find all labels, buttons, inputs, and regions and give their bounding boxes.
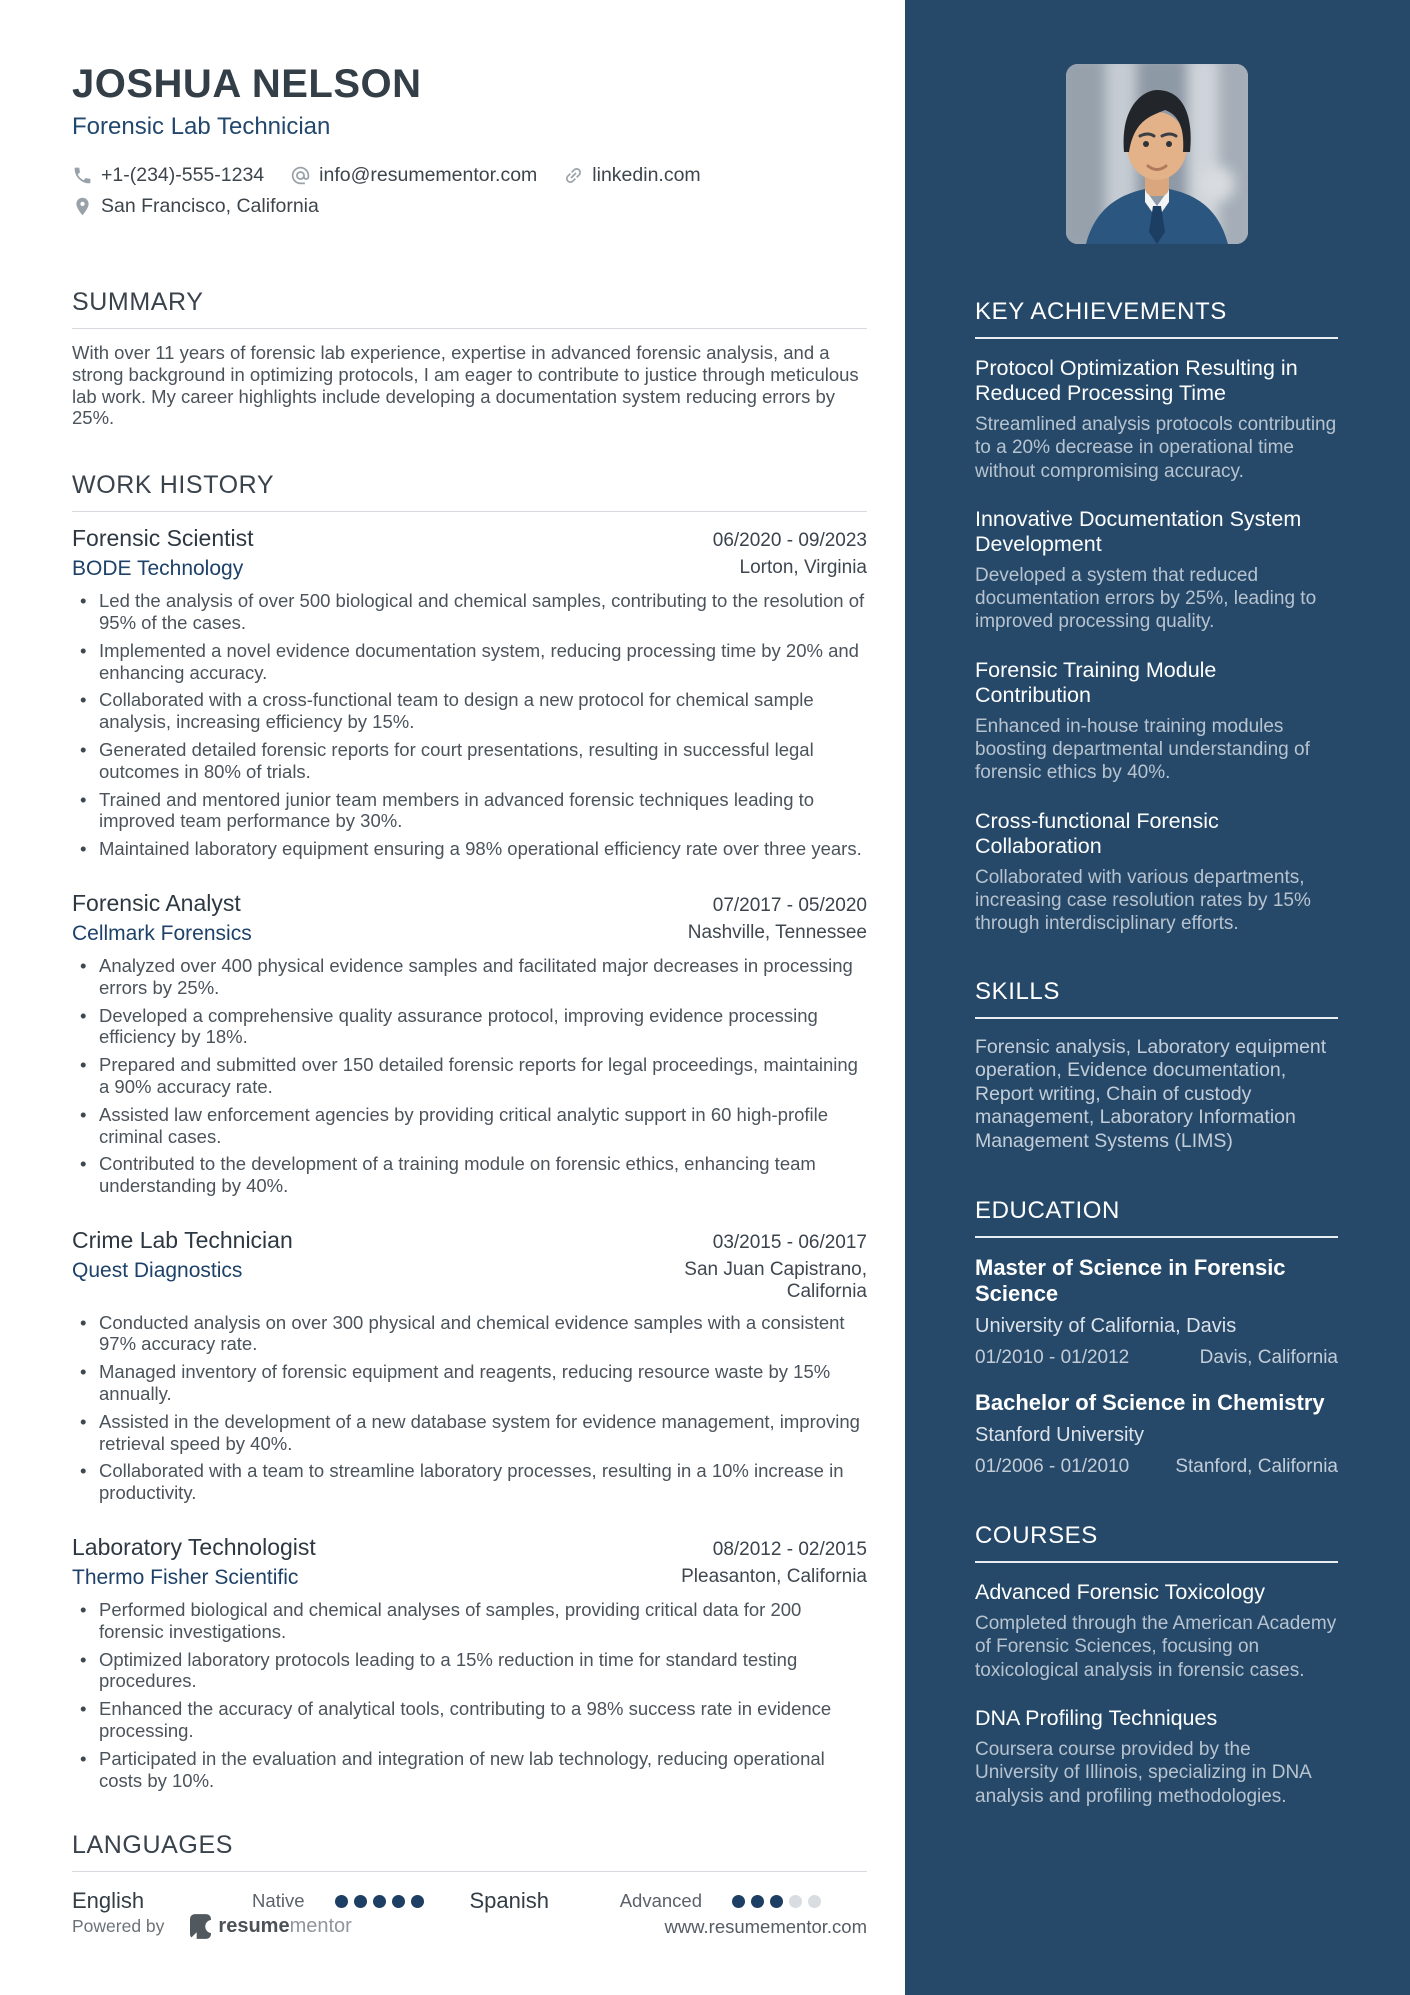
footer-website[interactable]: www.resumementor.com (664, 1915, 867, 1937)
achievement-item (975, 507, 1338, 634)
job-bullet-list (72, 955, 867, 1197)
powered-by-label: Powered by (72, 1916, 165, 1937)
achievement-title: Cross-functional Forensic Collaboration (975, 808, 1219, 858)
job-bullet: • Prepared and submitted over 150 detailed forensic reports for legal proceedings, maintaining a 90% accuracy rate. (72, 1054, 867, 1098)
job-bullet: • Performed biological and chemical analyses of samples, providing critical data for 200 forensic investigations. (72, 1599, 867, 1643)
location-pin-icon (72, 196, 93, 217)
logo-text-mentor: mentor (289, 1915, 352, 1938)
job-dates: 06/2020 - 09/2023 (712, 530, 867, 552)
education-meta-row (975, 1456, 1338, 1478)
phone-contact (72, 164, 264, 187)
job-location: Nashville, Tennessee (687, 921, 867, 943)
contact-row-2 (72, 195, 867, 218)
courses-heading: COURSES (975, 1522, 1338, 1563)
skills-section (975, 978, 1338, 1154)
achievement-text: Developed a system that reduced documentation errors by 25%, leading to improved processing quality. (975, 564, 1317, 633)
job-dates: 08/2012 - 02/2015 (712, 1538, 867, 1560)
achievement-title: Forensic Training Module Contribution (975, 657, 1217, 707)
candidate-name: JOSHUA NELSON (72, 62, 422, 106)
achievement-title: Innovative Documentation System Development (975, 506, 1302, 556)
job-bullet: • Analyzed over 400 physical evidence samples and facilitated major decreases in processing errors by 25%. (72, 955, 867, 999)
key-achievements-section (975, 298, 1338, 936)
achievement-item (975, 809, 1338, 936)
proficiency-dot (808, 1895, 821, 1908)
language-proficiency-dots (335, 1895, 424, 1908)
linkedin-value[interactable]: linkedin.com (592, 164, 701, 186)
education-dates: 01/2006 - 01/2010 (975, 1456, 1130, 1478)
job-company: Thermo Fisher Scientific (72, 1565, 299, 1589)
job-bullet: • Assisted law enforcement agencies by providing critical analytic support in 60 high-profile criminal cases. (72, 1104, 867, 1148)
job-bullet: • Conducted analysis on over 300 physical and chemical evidence samples with a consistent 97% accuracy rate. (72, 1312, 867, 1356)
linkedin-contact (563, 164, 700, 187)
resumementor-logo-text (218, 1915, 351, 1938)
job-bullet: • Maintained laboratory equipment ensuring a 98% operational efficiency rate over three years. (72, 838, 867, 860)
language-proficiency-dots (732, 1895, 821, 1908)
key-achievements-heading: KEY ACHIEVEMENTS (975, 298, 1338, 339)
job-entry (72, 525, 867, 860)
summary-text: With over 11 years of forensic lab experience, expertise in advanced forensic analysis, and a strong background in optimizing protocols, I am eager to contribute to justice through meticulous lab work. My career highlights include developing a documentation system reducing errors by 25%. (72, 342, 859, 429)
resumementor-logo[interactable] (190, 1914, 351, 1939)
resumementor-logo-icon (190, 1914, 211, 1939)
skills-text: Forensic analysis, Laboratory equipment operation, Evidence documentation, Report writing, Chain of custody management, Laboratory Information Management Systems (LIMS) (975, 1035, 1327, 1152)
job-entry (72, 890, 867, 1197)
language-name: English (72, 1888, 145, 1914)
email-value[interactable]: info@resumementor.com (319, 164, 538, 186)
education-meta-row (975, 1347, 1338, 1369)
job-title: Forensic Scientist (72, 525, 254, 552)
job-title-row (72, 890, 867, 917)
job-bullet: • Participated in the evaluation and integration of new lab technology, reducing operational costs by 10%. (72, 1748, 867, 1792)
proficiency-dot (751, 1895, 764, 1908)
achievement-item (975, 658, 1338, 785)
work-history-heading: WORK HISTORY (72, 471, 867, 512)
location-contact (72, 195, 319, 218)
achievement-text: Streamlined analysis protocols contributing to a 20% decrease in operational time without compromising accuracy. (975, 414, 1337, 482)
proficiency-dot (770, 1895, 783, 1908)
job-bullet: • Managed inventory of forensic equipment and reagents, reducing resource waste by 15% annually. (72, 1361, 867, 1405)
footer (72, 1914, 867, 1939)
phone-value[interactable]: +1-(234)-555-1234 (101, 164, 265, 186)
job-title-row (72, 1227, 867, 1254)
job-title: Forensic Analyst (72, 889, 241, 916)
job-bullet: • Contributed to the development of a training module on forensic ethics, enhancing team understanding by 40%. (72, 1153, 867, 1197)
job-company-row (72, 1566, 867, 1590)
proficiency-dot (373, 1895, 386, 1908)
education-section (975, 1197, 1338, 1478)
job-location: Pleasanton, California (681, 1565, 867, 1587)
summary-heading: SUMMARY (72, 288, 867, 329)
proficiency-dot (392, 1895, 405, 1908)
job-title: Laboratory Technologist (72, 1533, 316, 1560)
job-dates: 07/2017 - 05/2020 (712, 894, 867, 916)
proficiency-dot (411, 1895, 424, 1908)
languages-section (72, 1831, 867, 1914)
job-company-row (72, 1259, 867, 1303)
phone-icon (72, 165, 93, 186)
location-value: San Francisco, California (101, 195, 319, 217)
proficiency-dot (335, 1895, 348, 1908)
course-item (975, 1580, 1338, 1682)
job-title: Crime Lab Technician (72, 1226, 293, 1253)
job-company: BODE Technology (72, 557, 244, 581)
job-title-row (72, 525, 867, 552)
course-text: Completed through the American Academy of Forensic Sciences, focusing on toxicological analysis in forensic cases. (975, 1613, 1337, 1681)
languages-row (72, 1888, 867, 1914)
education-degree: Master of Science in Forensic Science (975, 1255, 1286, 1307)
job-bullet-list (72, 1312, 867, 1504)
language-item (72, 1888, 470, 1914)
job-title-row (72, 1534, 867, 1561)
job-bullet: • Led the analysis of over 500 biological and chemical samples, contributing to the resolution of 95% of the cases. (72, 590, 867, 634)
education-location: Davis, California (1199, 1347, 1338, 1369)
job-bullet: • Trained and mentored junior team members in advanced forensic techniques leading to improved team performance by 30%. (72, 789, 867, 833)
work-history-section (72, 471, 867, 1797)
education-school: Stanford University (975, 1424, 1144, 1447)
logo-text-resume: resume (218, 1915, 290, 1938)
course-text: Coursera course provided by the University of Illinois, specializing in DNA analysis and profiling methodologies. (975, 1738, 1311, 1807)
language-level: Native (252, 1890, 305, 1912)
link-icon (563, 165, 584, 186)
education-dates: 01/2010 - 01/2012 (975, 1347, 1130, 1369)
job-bullet: • Implemented a novel evidence documentation system, reducing processing time by 20% and enhancing accuracy. (72, 640, 867, 684)
course-title: DNA Profiling Techniques (975, 1705, 1218, 1730)
job-bullet-list (72, 590, 867, 860)
language-name: Spanish (469, 1888, 550, 1914)
job-bullet: • Assisted in the development of a new database system for evidence management, improving retrieval speed by 40%. (72, 1411, 867, 1455)
achievement-text: Enhanced in-house training modules boosting departmental understanding of forensic ethics by 40%. (975, 715, 1310, 784)
job-company: Cellmark Forensics (72, 921, 252, 945)
job-location: San Juan Capistrano, California (684, 1258, 867, 1302)
proficiency-dot (354, 1895, 367, 1908)
email-icon (290, 165, 311, 186)
achievement-text: Collaborated with various departments, increasing case resolution rates by 15% through interdisciplinary efforts. (975, 866, 1311, 935)
job-location: Lorton, Virginia (739, 557, 867, 579)
job-bullet: • Collaborated with a team to streamline laboratory processes, resulting in a 10% increase in productivity. (72, 1460, 867, 1504)
contact-row-1 (72, 164, 867, 187)
education-degree: Bachelor of Science in Chemistry (975, 1390, 1325, 1416)
proficiency-dot (789, 1895, 802, 1908)
courses-section (975, 1522, 1338, 1808)
education-location: Stanford, California (1175, 1456, 1338, 1478)
contact-block (72, 156, 867, 218)
education-heading: EDUCATION (975, 1197, 1338, 1238)
profile-photo (1066, 64, 1248, 244)
job-bullet-list (72, 1599, 867, 1791)
summary-section (72, 288, 867, 429)
achievement-title: Protocol Optimization Resulting in Reduced Processing Time (975, 356, 1298, 405)
job-bullet: • Collaborated with a cross-functional team to design a new protocol for chemical sample analysis, increasing efficiency by 15%. (72, 689, 867, 733)
proficiency-dot (732, 1895, 745, 1908)
job-entry (72, 1227, 867, 1504)
job-company-row (72, 922, 867, 946)
job-entry (72, 1534, 867, 1791)
course-title: Advanced Forensic Toxicology (975, 1580, 1266, 1605)
skills-heading: SKILLS (975, 978, 1338, 1019)
sidebar (905, 0, 1410, 1995)
job-dates: 03/2015 - 06/2017 (712, 1231, 867, 1253)
education-school: University of California, Davis (975, 1315, 1237, 1338)
email-contact (290, 164, 537, 187)
languages-heading: LANGUAGES (72, 1831, 867, 1872)
job-bullet: • Optimized laboratory protocols leading to a 15% reduction in time for standard testing procedures. (72, 1649, 867, 1693)
job-company: Quest Diagnostics (72, 1258, 243, 1282)
education-entry (975, 1390, 1338, 1478)
language-item (470, 1888, 868, 1914)
job-bullet: • Enhanced the accuracy of analytical tools, contributing to a 98% success rate in evidence processing. (72, 1698, 867, 1742)
profile-photo-illustration (1066, 64, 1248, 244)
achievement-item (975, 356, 1338, 483)
course-item (975, 1706, 1338, 1808)
job-bullet: • Generated detailed forensic reports for court presentations, resulting in successful legal outcomes in 80% of trials. (72, 739, 867, 783)
education-entry (975, 1255, 1338, 1369)
candidate-title: Forensic Lab Technician (72, 113, 331, 140)
job-company-row (72, 557, 867, 581)
language-level: Advanced (619, 1890, 702, 1912)
job-bullet: • Developed a comprehensive quality assurance protocol, improving evidence processing efficiency by 18%. (72, 1005, 867, 1049)
